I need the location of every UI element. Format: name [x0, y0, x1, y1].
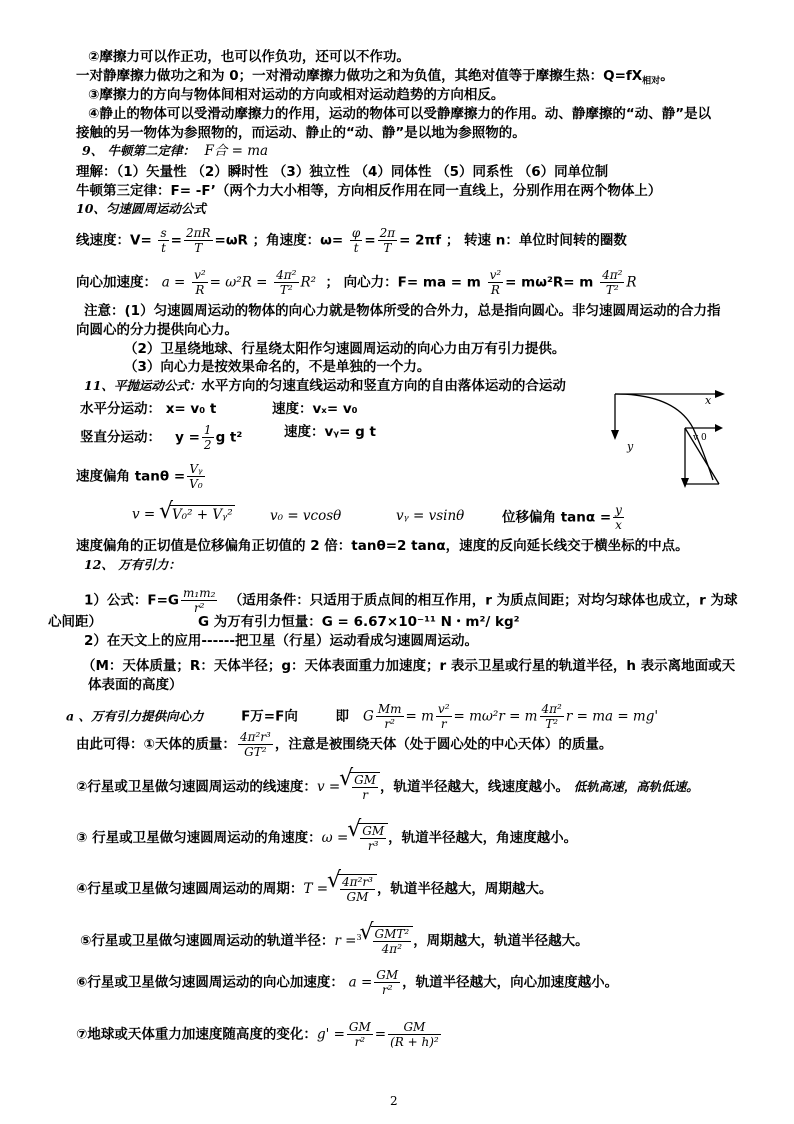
- circular-heading: [76, 200, 206, 218]
- diagram-x-label: x: [705, 394, 712, 407]
- frac-v2-r-b: $\frac{\text{v²}}{r}$: [437, 702, 450, 731]
- force-r: R: [626, 274, 637, 291]
- friction-point-4a: ④静止的物体可以受滑动摩擦力的作用，运动的物体可以受静摩擦力的作用。动、静摩擦的“动、静”是以: [88, 106, 712, 122]
- a-equation: F万=F向: [241, 708, 298, 725]
- frac-m1m2-r2: $\frac{\text{m₁m₂}}{\text{r²}}$: [183, 586, 216, 615]
- speed-label: v =: [132, 506, 156, 523]
- gravity-constant: G 为万有引力恒量：G = 6.67×10⁻¹¹ N・m²/ kg²: [198, 614, 520, 630]
- centripetal-acc-label: 向心加速度：: [76, 274, 157, 291]
- cbrt-radius: √ $\frac{\text{GMT²}}{\text{4π²}}$ 3: [371, 926, 414, 956]
- result-2-note: ，轨道半径越大，线速度越小。: [380, 779, 570, 795]
- result-4: ④行星或卫星做匀速圆周运动的周期：T = √ $\frac{\text{4π²r³}}{GM}$ ，轨道半径越大，周期越大。: [76, 874, 552, 904]
- centripetal-force-label: ； 向心力：F= ma = m: [325, 274, 481, 291]
- projectile-heading: 11、平抛运动公式：: [84, 378, 202, 393]
- frac-phi-t: $\frac{\varphi}{t}$: [351, 226, 361, 255]
- gravity-formula-label: 1）公式：F=G: [84, 592, 180, 609]
- angular-velocity-label: =ωR ；角速度：ω=: [214, 232, 344, 249]
- vo-component-text: v₀ = vcosθ: [270, 508, 342, 524]
- velocity-angle-row: [76, 462, 207, 491]
- frac-force-v2-r: $\frac{\text{v²}}{R}$: [489, 268, 502, 297]
- newton-heading: 9、 牛顿第二定律：: [82, 143, 196, 158]
- page-number: 2: [390, 1094, 398, 1108]
- note-1b: 向圆心的分力提供向心力。: [76, 322, 238, 338]
- result-7-label: ⑦地球或天体重力加速度随高度的变化：: [76, 1026, 317, 1043]
- frac-g-gm-rh2: $\frac{GM}{\text{(R + h)²}}$: [390, 1020, 439, 1049]
- speed-row: [132, 505, 235, 524]
- result-3-label: ③ 行星或卫星做匀速圆周运动的角速度：: [76, 830, 322, 846]
- result-3: ③ 行星或卫星做匀速圆周运动的角速度：ω = √ $\frac{GM}{\text{r³}}$ ，轨道半径越大，角速度越小。: [76, 823, 577, 853]
- result-3-note: ，轨道半径越大，角速度越小。: [388, 830, 578, 846]
- a-ji: 即: [335, 708, 349, 725]
- arrow-y-head: [611, 430, 619, 440]
- vo-component: [270, 507, 341, 525]
- result-5-note: ，周期越大，轨道半径越大。: [413, 933, 589, 949]
- a-heading: a 、万有引力提供向心力: [66, 708, 204, 724]
- note-1a: 注意：(1）匀速圆周运动的物体的向心力就是物体所受的合外力，总是指向圆心。非匀速圆周运动的合力指: [84, 303, 721, 319]
- frac-v2-r: $\frac{\text{v²}}{R}$: [194, 268, 206, 297]
- vertical-motion-row: [80, 423, 242, 452]
- variables-a: （M：天体质量；R：天体半径；g：天体表面重力加速度；r 表示卫星或行星的轨道半径，h 表示离地面或天: [82, 658, 736, 674]
- frac-y-x: $\frac{y}{x}$: [615, 503, 622, 532]
- gravity-heading-text: 12、 万有引力：: [84, 557, 181, 572]
- friction-point-4b: 接触的另一物体为参照物的，而运动、静止的“动、静”是以地为参照物的。: [76, 125, 526, 141]
- frac-2pi-t: $\frac{2\pi}{T}$: [379, 226, 396, 255]
- result-5-label: ⑤行星或卫星做匀速圆周运动的轨道半径：: [80, 933, 335, 949]
- result-2-handwriting: 低轨高速，高轨低速。: [573, 779, 699, 794]
- projectile-diagram: [605, 388, 730, 490]
- result-4-label: ④行星或卫星做匀速圆周运动的周期：: [76, 881, 304, 897]
- note-2: （2）卫星绕地球、行星绕太阳作匀速圆周运动的向心力由万有引力提供。: [124, 341, 566, 357]
- centripetal-row: [76, 268, 637, 297]
- frac-g-gm-r2: $\frac{GM}{\text{r²}}$: [348, 1020, 371, 1049]
- vy-component-text: vᵧ = vsinθ: [396, 508, 465, 524]
- frac-mm-r2: $\frac{Mm}{\text{r²}}$: [377, 702, 402, 731]
- sqrt-period: √ $\frac{\text{4π²r³}}{GM}$: [338, 874, 377, 904]
- result-6: ⑥行星或卫星做匀速圆周运动的向心加速度： a = $\frac{GM}{\text{r²}}$ ，轨道半径越大，向心加速度越小。: [76, 968, 619, 997]
- frac-s-t: $\frac{s}{t}$: [160, 226, 167, 255]
- frac-2pir-t: $\frac{2\pi R}{T}$: [185, 226, 211, 255]
- displacement-angle-row: [502, 503, 626, 532]
- horizontal-motion: 水平分运动： x= v₀ t: [80, 401, 217, 417]
- horizontal-velocity: 速度：vₓ= v₀: [272, 401, 358, 417]
- newton-formula: F合 = ma: [204, 143, 269, 159]
- sqrt-vo2-vy2: √ V₀² + Vᵧ²: [170, 505, 235, 524]
- astronomy-application: 2）在天文上的应用------把卫星（行星）运动看成匀速圆周运动。: [84, 633, 479, 649]
- angle-relation: 速度偏角的正切值是位移偏角正切值的 2 倍：tanθ=2 tanα，速度的反向延长线交于横坐标的中点。: [76, 538, 689, 554]
- circular-heading-text: 10、匀速圆周运动公式: [76, 201, 206, 216]
- heat-formula: Q=fX: [603, 68, 643, 84]
- vertical-velocity: 速度：vᵧ= g t: [284, 424, 376, 440]
- frac-4pi2-t2: $\frac{\text{4π²}}{\text{T²}}$: [276, 268, 297, 297]
- diagram-v0-label: v 0: [693, 433, 707, 443]
- friction-work-text: 一对静摩擦力做功之和为 0；一对滑动摩擦力做功之和为负值，其绝对值等于摩擦生热：: [76, 68, 604, 84]
- gravity-heading: [84, 556, 181, 574]
- sqrt-gm-r3: √ $\frac{GM}{\text{r³}}$: [358, 823, 388, 853]
- result-1-label: 由此可得：①天体的质量：: [76, 736, 236, 753]
- frac-mass: $\frac{\text{4π²r³}}{\text{GT²}}$: [239, 730, 271, 759]
- sqrt-gm-r: √ $\frac{GM}{r}$: [350, 772, 380, 802]
- projectile-heading-row: [84, 377, 566, 395]
- result-6-label: ⑥行星或卫星做匀速圆周运动的向心加速度：: [76, 974, 344, 991]
- arrow-vx-head: [715, 424, 723, 432]
- gravity-formula-row: [84, 586, 738, 615]
- result-2: ②行星或卫星做匀速圆周运动的线速度：v = √ $\frac{GM}{r}$ ，轨道半径越大，线速度越小。 低轨高速，高轨低速。: [76, 772, 699, 802]
- variables-b: 体表面的高度）: [88, 677, 183, 693]
- vertical-y: y =: [175, 429, 200, 446]
- friction-point-2: ②摩擦力可以作正功，也可以作负功，还可以不作功。: [88, 49, 410, 65]
- gravity-condition-b: 心间距）: [48, 614, 102, 630]
- arrow-x-head: [715, 390, 725, 398]
- frac-acc-gm-r2: $\frac{GM}{\text{r²}}$: [376, 968, 399, 997]
- friction-work-end: 。: [660, 68, 674, 84]
- friction-point-3: ③摩擦力的方向与物体间相对运动的方向或相对运动趋势的方向相反。: [88, 87, 505, 103]
- displacement-angle-label: 位移偏角 tanα =: [502, 509, 612, 526]
- vertical-motion-label: 竖直分运动：: [80, 429, 161, 446]
- result-1: [76, 730, 612, 759]
- gravity-condition-a: （适用条件：只适用于质点间的相互作用，r 为质点间距；对均匀球体也成立，r 为球: [228, 592, 738, 609]
- note-3: （3）向心力是按效果命名的，不是单独的一个力。: [124, 359, 431, 375]
- newton-heading-row: [82, 142, 268, 160]
- frac-half: $\frac{1}{2}$: [203, 423, 212, 452]
- result-4-note: ，轨道半径越大，周期越大。: [376, 881, 553, 897]
- newton-third-law: 牛顿第三定律：F= -F’（两个力大小相等，方向相反作用在同一直线上，分别作用在两个物体上）: [76, 183, 662, 199]
- result-7-g: g' =: [316, 1026, 345, 1043]
- frac-4pi2-t2-b: $\frac{\text{4π²}}{\text{T²}}$: [541, 702, 562, 731]
- result-2-label: ②行星或卫星做匀速圆周运动的线速度：: [76, 779, 317, 795]
- result-6-note: ，轨道半径越大，向心加速度越小。: [402, 974, 619, 991]
- angular-velocity-tail: = 2πf ； 转速 n：单位时间转的圈数: [399, 232, 627, 249]
- result-7: ⑦地球或天体重力加速度随高度的变化：g' = $\frac{GM}{\text{r²}}$ = $\frac{GM}{\text{(R + h)²}}$: [76, 1020, 439, 1049]
- vy-component: [396, 507, 464, 525]
- arrow-vy-head: [681, 478, 689, 488]
- result-5: ⑤行星或卫星做匀速圆周运动的轨道半径：r = √ $\frac{\text{GMT²}}{\text{4π²}}$ 3 ，周期越大，轨道半径越大。: [80, 926, 589, 956]
- acc-omega: = ω²R =: [209, 274, 268, 291]
- frac-vy-vo: $\frac{\text{Vᵧ}}{\text{V₀}}$: [189, 462, 203, 491]
- velocity-angle-label: 速度偏角 tanθ =: [76, 468, 186, 485]
- force-omega: = mω²R= m: [505, 274, 594, 291]
- frac-force-4pi2-t2: $\frac{\text{4π²}}{\text{T²}}$: [602, 268, 623, 297]
- newton-understanding: 理解：（1）矢量性 （2）瞬时性 （3）独立性 （4）同体性 （5）同系性 （6）同单位制: [76, 164, 609, 180]
- linear-velocity-label: 线速度：V=: [76, 232, 152, 249]
- acc-a: a =: [161, 274, 186, 291]
- diagram-y-label: y: [627, 440, 634, 453]
- vertical-tail: g t²: [215, 429, 243, 446]
- a-heading-row: a 、万有引力提供向心力 F万=F向 即 G $\frac{Mm}{\text{r²}}$ = m $\frac{\text{v²}}{r}$ = mω²r = m $\frac{\text{4π²}}{\text{T²}}$ r = ma = mg': [66, 702, 659, 731]
- heat-formula-sub: 相对: [642, 76, 661, 87]
- acc-r2: R²: [300, 274, 317, 291]
- result-1-note: ，注意是被围绕天体（处于圆心处的中心天体）的质量。: [274, 736, 613, 753]
- projectile-heading-tail: 水平方向的匀速直线运动和竖直方向的自由落体运动的合运动: [201, 378, 566, 394]
- linear-velocity-row: 线速度：V= $\frac{s}{t}$ = $\frac{2\pi R}{T}$ =ωR ；角速度：ω= $\frac{\varphi}{t}$ = $\frac{2\pi}{T}$ = 2πf ； 转速 n：单位时间转的圈数: [76, 226, 627, 255]
